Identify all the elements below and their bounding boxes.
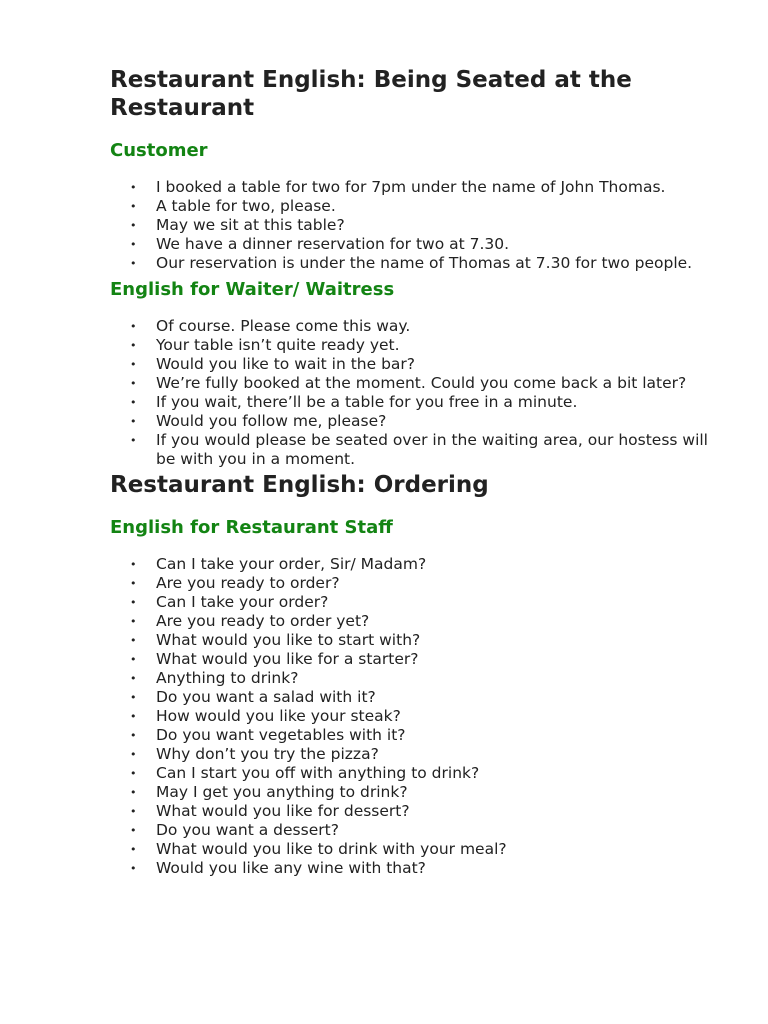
- section-title-ordering: Restaurant English: Ordering: [110, 472, 489, 498]
- list-item: • If you would please be seated over in the waiting area, our hostess will be with you in a moment.: [110, 431, 710, 469]
- customer-heading: Customer: [110, 140, 208, 161]
- list-item: • Are you ready to order?: [110, 574, 710, 593]
- list-item: • Do you want a salad with it?: [110, 688, 710, 707]
- list-item: • Would you like to wait in the bar?: [110, 355, 710, 374]
- list-item: • Anything to drink?: [110, 669, 710, 688]
- list-item: • Why don’t you try the pizza?: [110, 745, 710, 764]
- list-item: • Are you ready to order yet?: [110, 612, 710, 631]
- staff-heading: English for Restaurant Staff: [110, 517, 393, 538]
- list-item: • What would you like to drink with your meal?: [110, 840, 710, 859]
- list-item: • Our reservation is under the name of Thomas at 7.30 for two people.: [110, 254, 710, 273]
- list-item: • May we sit at this table?: [110, 216, 710, 235]
- customer-phrase-list: [110, 178, 710, 273]
- list-item: • Your table isn’t quite ready yet.: [110, 336, 710, 355]
- document-page: [110, 66, 710, 878]
- page-title: Restaurant English: Being Seated at the Restaurant: [110, 67, 632, 121]
- list-item: • Do you want vegetables with it?: [110, 726, 710, 745]
- list-item: • What would you like for dessert?: [110, 802, 710, 821]
- list-item: • What would you like for a starter?: [110, 650, 710, 669]
- list-item: • We have a dinner reservation for two at 7.30.: [110, 235, 710, 254]
- list-item: • We’re fully booked at the moment. Could you come back a bit later?: [110, 374, 710, 393]
- list-item: • Can I take your order?: [110, 593, 710, 612]
- list-item: • Can I start you off with anything to drink?: [110, 764, 710, 783]
- list-item: • How would you like your steak?: [110, 707, 710, 726]
- waiter-phrase-list: [110, 317, 710, 469]
- list-item: • Would you like any wine with that?: [110, 859, 710, 878]
- list-item: • What would you like to start with?: [110, 631, 710, 650]
- list-item: • Can I take your order, Sir/ Madam?: [110, 555, 710, 574]
- list-item: • Would you follow me, please?: [110, 412, 710, 431]
- waiter-heading: English for Waiter/ Waitress: [110, 279, 395, 300]
- list-item: • If you wait, there’ll be a table for you free in a minute.: [110, 393, 710, 412]
- list-item: • Of course. Please come this way.: [110, 317, 710, 336]
- list-item: • Do you want a dessert?: [110, 821, 710, 840]
- list-item: • I booked a table for two for 7pm under the name of John Thomas.: [110, 178, 710, 197]
- list-item: • A table for two, please.: [110, 197, 710, 216]
- staff-phrase-list: [110, 555, 710, 878]
- list-item: • May I get you anything to drink?: [110, 783, 710, 802]
